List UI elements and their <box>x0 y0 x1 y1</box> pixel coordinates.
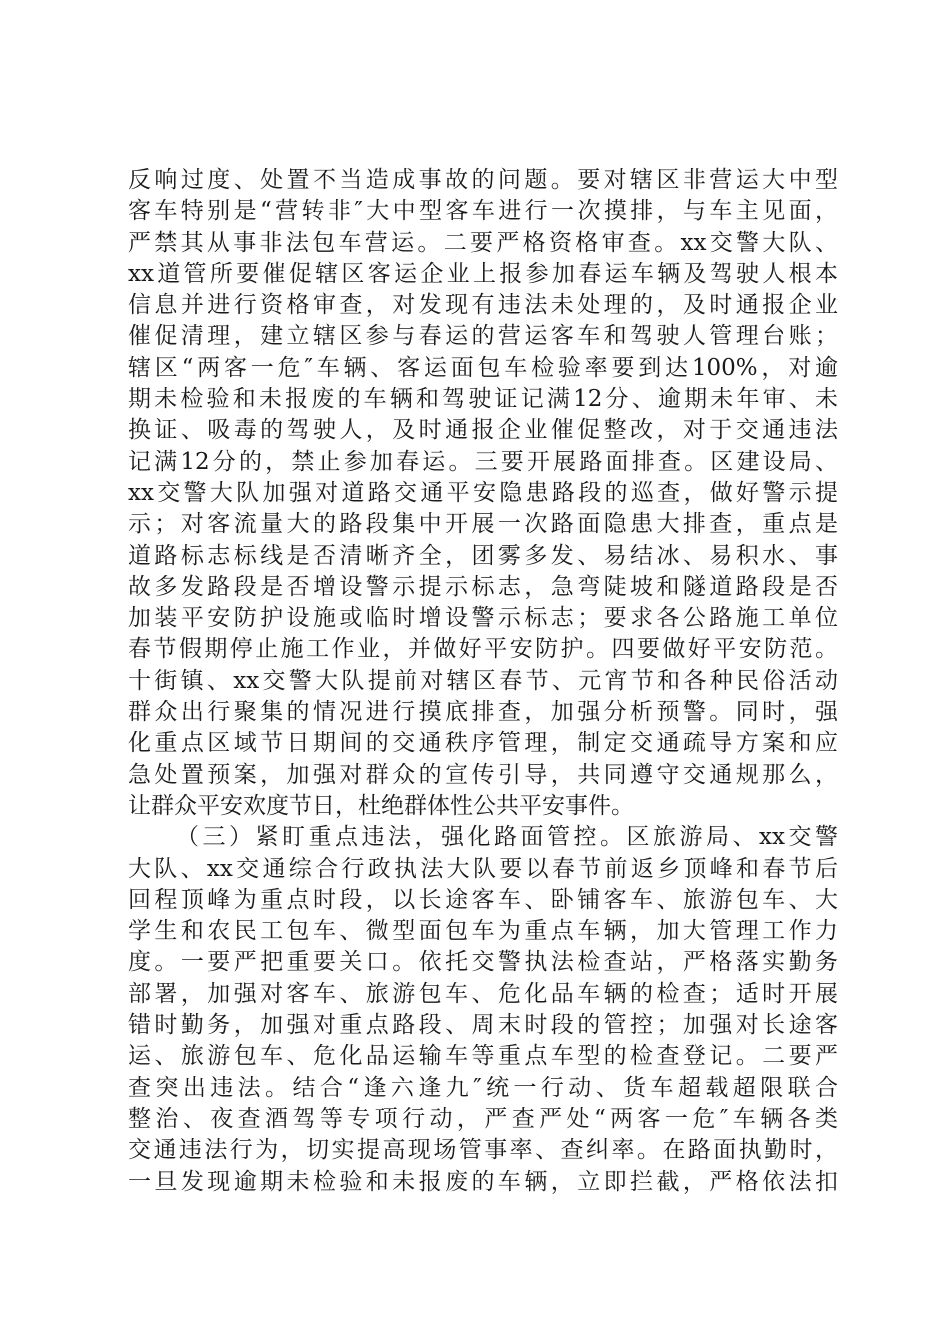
text-line: 运、旅游包车、危化品运输车等重点车型的检查登记。二要严 <box>128 1043 838 1070</box>
text-line: 换证、吸毒的驾驶人，及时通报企业催促整改，对于交通违法 <box>128 417 838 444</box>
text-line: 学生和农民工包车、微型面包车为重点车辆，加大管理工作力 <box>128 918 838 945</box>
text-line: xx道管所要催促辖区客运企业上报参加春运车辆及驾驶人根本 <box>128 260 838 287</box>
text-line: 错时勤务，加强对重点路段、周末时段的管控；加强对长途客 <box>128 1012 838 1039</box>
text-line: 故多发路段是否增设警示提示标志，急弯陡坡和隧道路段是否 <box>128 573 838 600</box>
text-line: 化重点区域节日期间的交通秩序管理，制定交通疏导方案和应 <box>128 730 838 757</box>
text-line: 交通违法行为，切实提高现场管事率、查纠率。在路面执勤时， <box>128 1137 838 1164</box>
text-line: 春节假期停止施工作业，并做好平安防护。四要做好平安防范。 <box>128 636 838 663</box>
document-body <box>128 165 838 1198</box>
text-line: 让群众平安欢度节日，杜绝群体性公共平安事件。 <box>128 792 634 819</box>
text-line: 加装平安防护设施或临时增设警示标志；要求各公路施工单位 <box>128 605 838 632</box>
text-line: 辖区“两客一危″车辆、客运面包车检验率要到达100%，对逾 <box>128 354 838 381</box>
text-line: 期未检验和未报废的车辆和驾驶证记满12分、逾期未年审、未 <box>128 386 838 413</box>
text-line: 整治、夜查酒驾等专项行动，严查严处“两客一危″车辆各类 <box>128 1105 838 1132</box>
text-line: 部署，加强对客车、旅游包车、危化品车辆的检查；适时开展 <box>128 980 838 1007</box>
text-line: 十街镇、xx交警大队提前对辖区春节、元宵节和各种民俗活动 <box>128 667 838 694</box>
text-line: 客车特别是“营转非″大中型客车进行一次摸排，与车主见面， <box>128 198 838 225</box>
text-line: 群众出行聚集的情况进行摸底排查，加强分析预警。同时，强 <box>128 699 838 726</box>
text-line: 信息并进行资格审查，对发现有违法未处理的，及时通报企业 <box>128 292 838 319</box>
text-line: 大队、xx交通综合行政执法大队要以春节前返乡顶峰和春节后 <box>128 855 838 882</box>
text-line: 催促清理，建立辖区参与春运的营运客车和驾驶人管理台账； <box>128 323 838 350</box>
text-line: 严禁其从事非法包车营运。二要严格资格审查。xx交警大队、 <box>128 229 838 256</box>
text-line: 查突出违法。结合“逢六逢九″统一行动、货车超载超限联合 <box>128 1074 838 1101</box>
text-line: 示；对客流量大的路段集中开展一次路面隐患大排查，重点是 <box>128 511 838 538</box>
text-line: 一旦发现逾期未检验和未报废的车辆，立即拦截，严格依法扣 <box>128 1168 838 1195</box>
section-heading-line: （三）紧盯重点违法，强化路面管控。区旅游局、xx交警 <box>176 824 838 851</box>
text-line: 度。一要严把重要关口。依托交警执法检查站，严格落实勤务 <box>128 949 838 976</box>
text-line: 回程顶峰为重点时段，以长途客车、卧铺客车、旅游包车、大 <box>128 886 838 913</box>
text-line: xx交警大队加强对道路交通平安隐患路段的巡查，做好警示提 <box>128 479 838 506</box>
text-line: 道路标志标线是否清晰齐全，团雾多发、易结冰、易积水、事 <box>128 542 838 569</box>
text-line: 反响过度、处置不当造成事故的问题。要对辖区非营运大中型 <box>128 167 838 193</box>
text-line: 急处置预案，加强对群众的宣传引导，共同遵守交通规那么， <box>128 761 838 788</box>
text-line: 记满12分的，禁止参加春运。三要开展路面排查。区建设局、 <box>128 448 838 475</box>
